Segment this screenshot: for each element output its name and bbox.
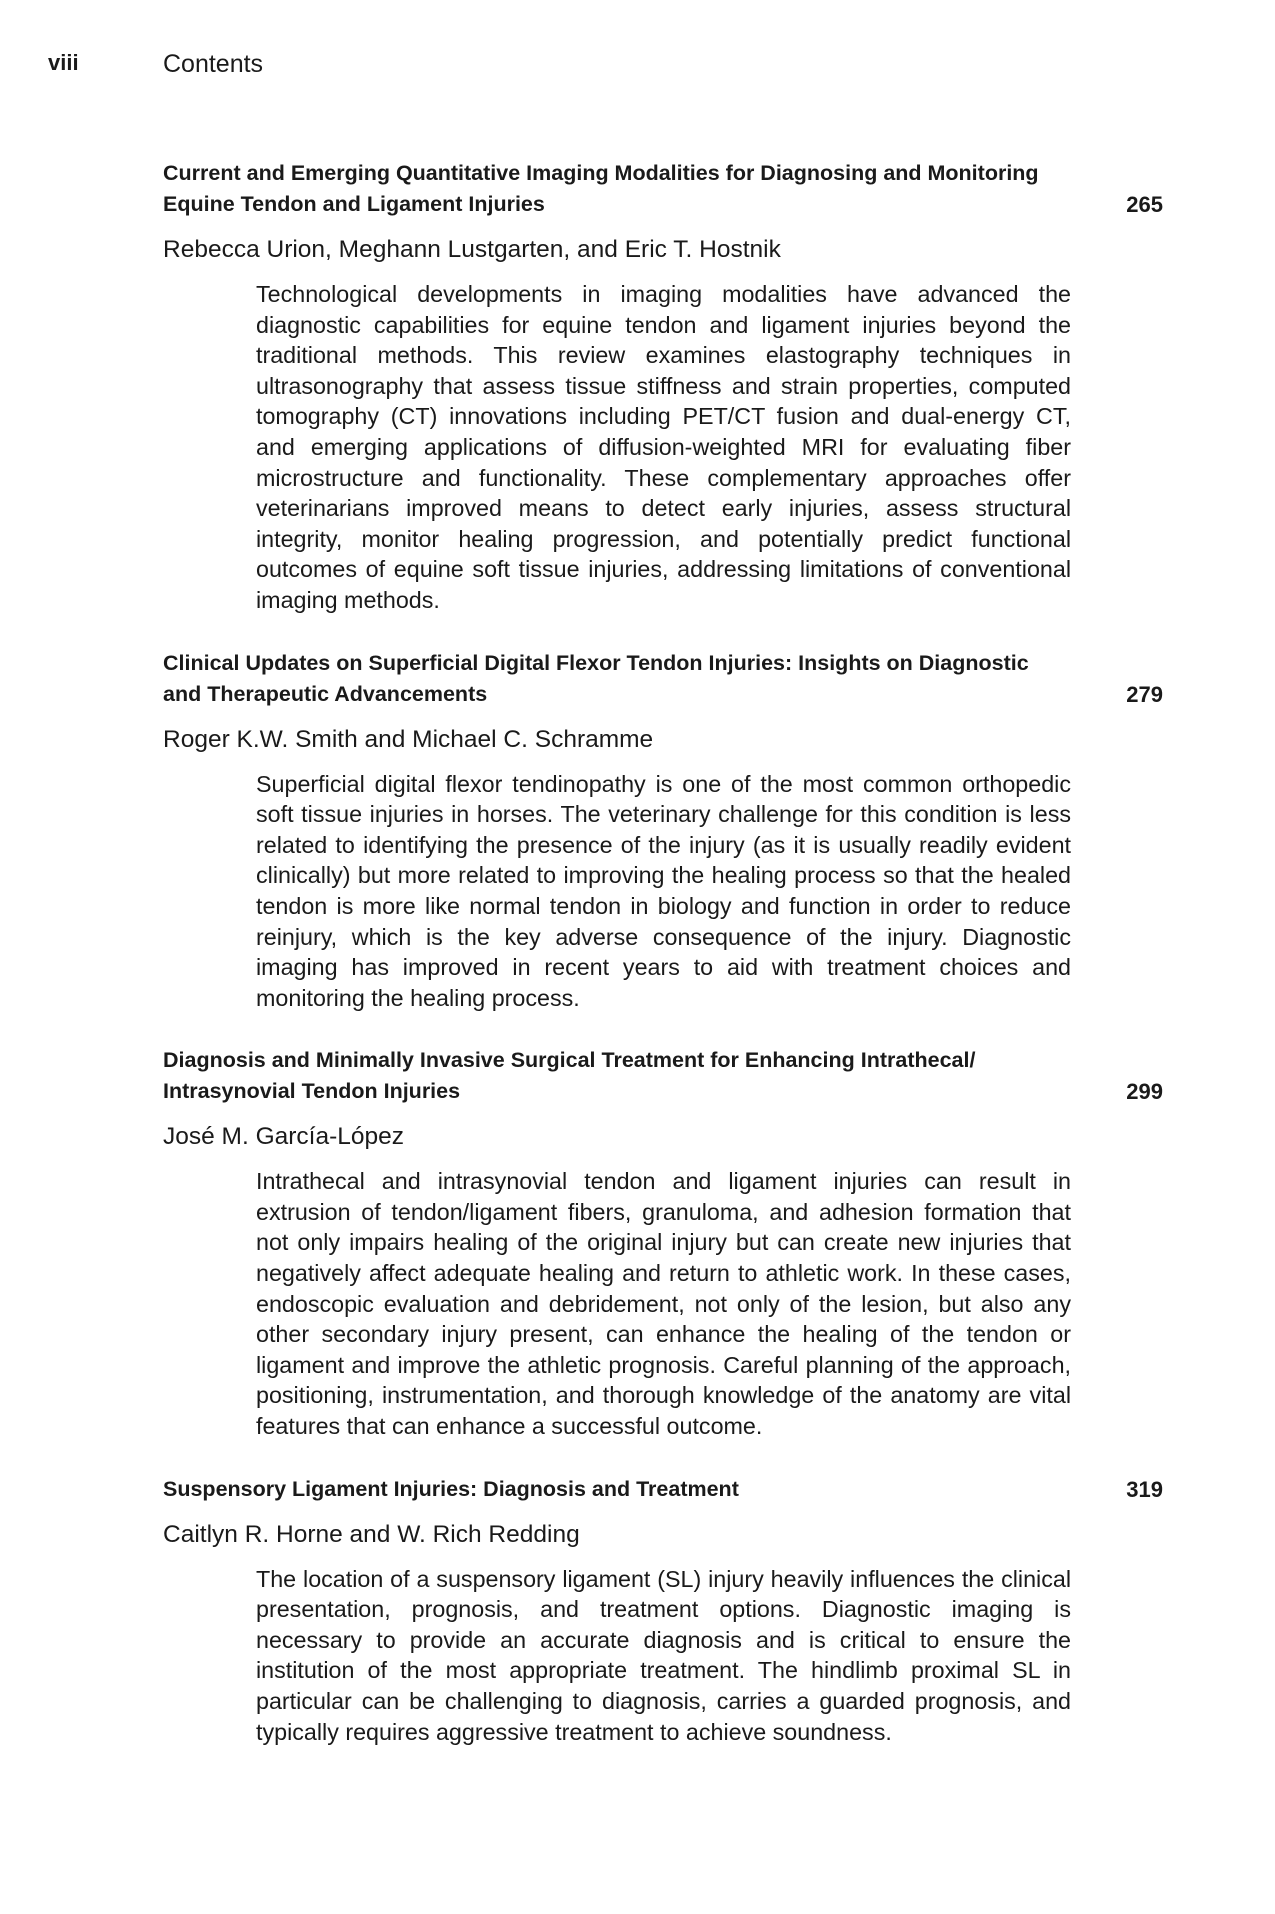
page-number: 299 (1126, 1079, 1163, 1105)
article-authors: Rebecca Urion, Meghann Lustgarten, and Eric T. Hostnik (163, 236, 781, 263)
article-abstract: Intrathecal and intrasynovial tendon and ligament injuries can result in extrusion of tendon/ligament fibers, granuloma, and adhesion formation that not only impairs healing of the original injury but can create new injuries that negatively affect adequate healing and return to athletic work. In these cases, endoscopic evaluation and debridement, not only of the lesion, but also any other secondary injury present, can enhance the healing of the tendon or ligament and improve the athletic prognosis. Careful planning of the approach, positioning, instrumentation, and thorough knowledge of the anatomy are vital features that can enhance a successful outcome. (256, 1168, 1071, 1440)
page-number: 265 (1126, 192, 1163, 217)
article-title-link[interactable]: Diagnosis and Minimally Invasive Surgical Treatment for Enhancing Intrathecal/ Intrasynovial Tendon Injuries (163, 1048, 976, 1104)
article-title-link[interactable]: Clinical Updates on Superficial Digital Flexor Tendon Injuries: Insights on Diagnostic and Therapeutic Advancements (163, 650, 1029, 706)
article-authors: José M. García-López (163, 1123, 405, 1151)
article-title-link[interactable]: Suspensory Ligament Injuries: Diagnosis and Treatment (163, 1476, 739, 1501)
toc-entry-title-row (163, 648, 1163, 710)
table-of-contents (163, 158, 1163, 1779)
toc-entry-title-row (163, 1474, 1163, 1505)
toc-entry (163, 1474, 1163, 1748)
article-abstract: Technological developments in imaging modalities have advanced the diagnostic capabilities for equine tendon and ligament injuries beyond the traditional methods. This review examines elastography techniques in ultrasonography that assess tissue stiffness and strain properties, computed tomography (CT) innovations including PET/CT fusion and dual-energy CT, and emerging applications of diffusion-weighted MRI for evaluating fiber microstructure and functionality. These complementary approaches offer veterinarians improved means to detect early injuries, assess structural integrity, monitor healing progression, and potentially predict functional outcomes of equine soft tissue injuries, addressing limitations of conventional imaging methods. (256, 281, 1071, 613)
article-abstract: The location of a suspensory ligament (SL) injury heavily influences the clinical presentation, prognosis, and treatment options. Diagnostic imaging is necessary to provide an accurate diagnosis and is critical to ensure the institution of the most appropriate treatment. The hindlimb proximal SL in particular can be challenging to diagnosis, carries a guarded prognosis, and typically requires aggressive treatment to achieve soundness. (256, 1565, 1071, 1745)
page-number: 319 (1126, 1476, 1163, 1502)
toc-entry (163, 1045, 1163, 1441)
page-number: 279 (1126, 681, 1163, 707)
toc-entry (163, 158, 1163, 616)
article-title-link[interactable]: Current and Emerging Quantitative Imaging Modalities for Diagnosing and Monitoring Equine Tendon and Ligament Injuries (163, 161, 1039, 216)
toc-entry (163, 648, 1163, 1014)
running-head: Contents (163, 50, 264, 78)
folio: viii (48, 50, 79, 75)
toc-entry-title-row (163, 158, 1163, 220)
article-abstract: Superficial digital flexor tendinopathy is one of the most common orthopedic soft tissue injuries in horses. The veterinary challenge for this condition is less related to identifying the presence of the injury (as it is usually readily evident clinically) but more related to improving the healing process so that the healed tendon is more like normal tendon in biology and function in order to reduce reinjury, which is the key adverse consequence of the injury. Diagnostic imaging has improved in recent years to aid with treatment choices and monitoring the healing process. (256, 770, 1071, 1011)
toc-entry-title-row (163, 1045, 1163, 1107)
article-authors: Caitlyn R. Horne and W. Rich Redding (163, 1520, 580, 1548)
article-authors: Roger K.W. Smith and Michael C. Schramme (163, 725, 654, 753)
